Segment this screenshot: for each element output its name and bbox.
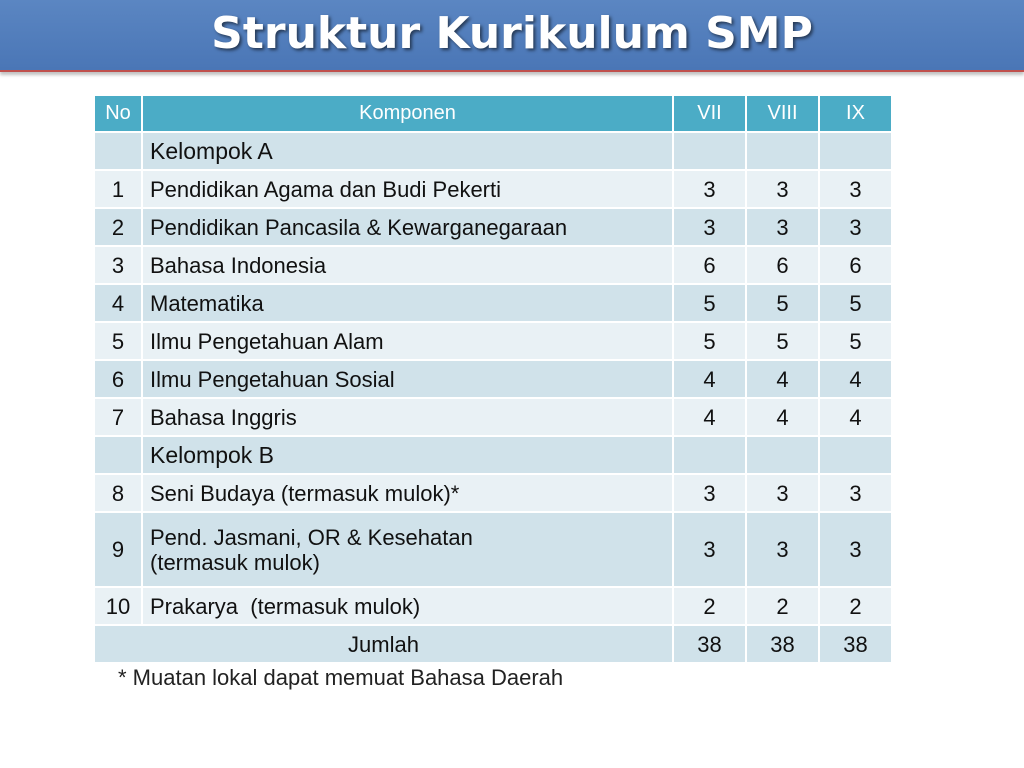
row-no: 10 [94, 587, 142, 625]
row-no: 7 [94, 398, 142, 436]
row-viii: 4 [746, 398, 819, 436]
table-row [94, 587, 892, 625]
row-component: Bahasa Inggris [142, 398, 673, 436]
header-ix: IX [819, 95, 892, 132]
header-no: No [94, 95, 142, 132]
group-b-viii-cell [746, 436, 819, 474]
group-b-vii-cell [673, 436, 746, 474]
row-vii: 4 [673, 360, 746, 398]
row-viii: 3 [746, 208, 819, 246]
row-no: 9 [94, 512, 142, 587]
row-component: Ilmu Pengetahuan Sosial [142, 360, 673, 398]
title-bar [0, 0, 1024, 72]
group-a-no-cell [94, 132, 142, 170]
row-no: 6 [94, 360, 142, 398]
row-viii: 5 [746, 284, 819, 322]
row-viii: 3 [746, 512, 819, 587]
row-no: 8 [94, 474, 142, 512]
table-row [94, 322, 892, 360]
header-vii: VII [673, 95, 746, 132]
row-no: 5 [94, 322, 142, 360]
row-ix: 6 [819, 246, 892, 284]
row-ix: 4 [819, 398, 892, 436]
row-vii: 3 [673, 208, 746, 246]
curriculum-table [93, 94, 893, 664]
row-ix: 5 [819, 322, 892, 360]
row-no: 2 [94, 208, 142, 246]
group-row-b [94, 436, 892, 474]
group-b-ix-cell [819, 436, 892, 474]
row-component [142, 512, 673, 587]
row-vii: 2 [673, 587, 746, 625]
total-vii: 38 [673, 625, 746, 663]
row-vii: 5 [673, 322, 746, 360]
total-label: Jumlah [94, 625, 673, 663]
row-component: Prakarya (termasuk mulok) [142, 587, 673, 625]
row-ix: 2 [819, 587, 892, 625]
row-component: Ilmu Pengetahuan Alam [142, 322, 673, 360]
group-a-viii-cell [746, 132, 819, 170]
table-row [94, 170, 892, 208]
group-a-ix-cell [819, 132, 892, 170]
group-a-label: Kelompok A [142, 132, 673, 170]
row-viii: 3 [746, 170, 819, 208]
table-row [94, 246, 892, 284]
row-component: Pendidikan Pancasila & Kewarganegaraan [142, 208, 673, 246]
row-vii: 3 [673, 512, 746, 587]
group-b-label: Kelompok B [142, 436, 673, 474]
table-row [94, 284, 892, 322]
footnote: * Muatan lokal dapat memuat Bahasa Daerah [118, 665, 564, 690]
header-row [94, 95, 892, 132]
row-vii: 4 [673, 398, 746, 436]
row-ix: 3 [819, 208, 892, 246]
slide-title: Struktur Kurikulum SMP [211, 8, 813, 59]
row-component: Seni Budaya (termasuk mulok)* [142, 474, 673, 512]
row-viii: 6 [746, 246, 819, 284]
row-component-line2: (termasuk mulok) [150, 549, 320, 575]
table-row [94, 474, 892, 512]
row-ix: 3 [819, 512, 892, 587]
row-viii: 2 [746, 587, 819, 625]
header-viii: VIII [746, 95, 819, 132]
row-ix: 4 [819, 360, 892, 398]
row-no: 3 [94, 246, 142, 284]
total-viii: 38 [746, 625, 819, 663]
row-viii: 3 [746, 474, 819, 512]
row-no: 1 [94, 170, 142, 208]
row-component: Pendidikan Agama dan Budi Pekerti [142, 170, 673, 208]
row-viii: 5 [746, 322, 819, 360]
row-ix: 5 [819, 284, 892, 322]
row-component: Matematika [142, 284, 673, 322]
total-ix: 38 [819, 625, 892, 663]
total-row [94, 625, 892, 663]
row-ix: 3 [819, 170, 892, 208]
header-component: Komponen [142, 95, 673, 132]
table-row [94, 208, 892, 246]
row-no: 4 [94, 284, 142, 322]
row-vii: 6 [673, 246, 746, 284]
row-ix: 3 [819, 474, 892, 512]
table-row [94, 398, 892, 436]
group-b-no-cell [94, 436, 142, 474]
row-vii: 3 [673, 170, 746, 208]
row-component-line1: Pend. Jasmani, OR & Kesehatan [150, 524, 473, 550]
row-component: Bahasa Indonesia [142, 246, 673, 284]
row-vii: 3 [673, 474, 746, 512]
row-vii: 5 [673, 284, 746, 322]
group-a-vii-cell [673, 132, 746, 170]
table-row [94, 360, 892, 398]
group-row-a [94, 132, 892, 170]
row-viii: 4 [746, 360, 819, 398]
table-row [94, 512, 892, 587]
